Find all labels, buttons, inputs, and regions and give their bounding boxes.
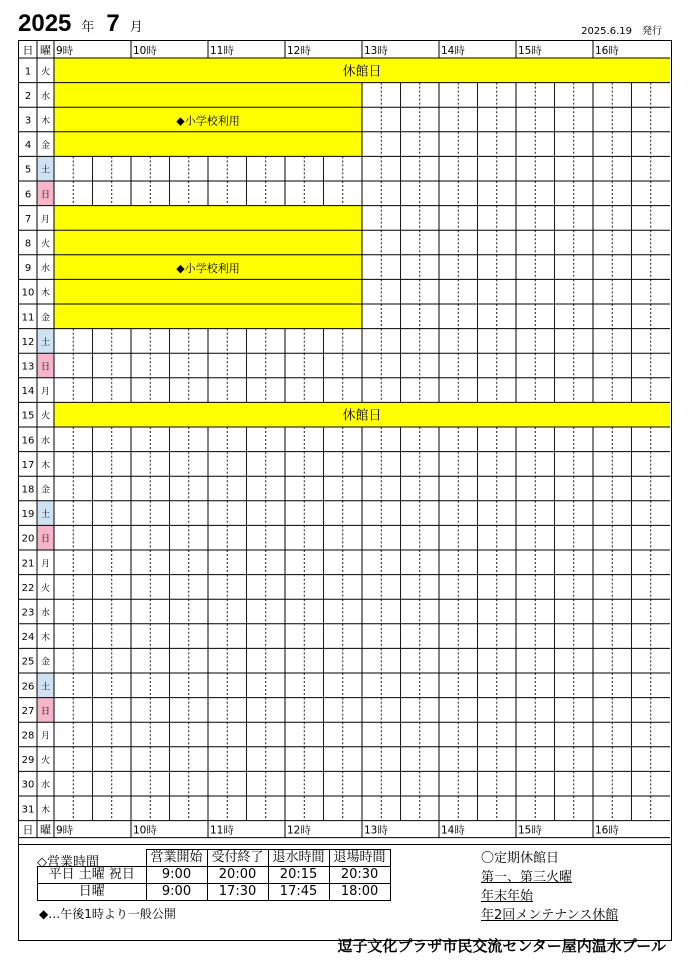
day-number: 21 xyxy=(21,558,35,570)
day-number: 17 xyxy=(21,459,35,471)
footer-hour-label: 10時 xyxy=(133,824,157,837)
day-number: 22 xyxy=(21,582,35,594)
footer-hour-label: 13時 xyxy=(364,824,388,837)
weekday-label: 日 xyxy=(40,706,51,717)
day-number: 9 xyxy=(24,263,32,275)
event-label: ◆小学校利用 xyxy=(176,262,240,276)
day-number: 4 xyxy=(24,140,32,152)
time-cell: 9:00 xyxy=(146,884,207,901)
weekday-label: 水 xyxy=(40,91,51,102)
footer-hour-label: 9時 xyxy=(56,824,74,837)
header-hour-label: 13時 xyxy=(364,45,388,57)
weekday-label: 木 xyxy=(40,288,51,299)
facility-name: 逗子文化プラザ市民交流センター屋内温水プール xyxy=(337,937,666,955)
header-hour-label: 16時 xyxy=(595,45,619,57)
year: 2025 xyxy=(18,10,72,37)
footer-hour-label: 15時 xyxy=(518,824,542,837)
header-hour-label: 15時 xyxy=(518,45,542,57)
day-number: 1 xyxy=(24,66,32,78)
day-number: 2 xyxy=(24,90,32,102)
col-header: 営業開始 xyxy=(146,850,207,867)
header-hour-label: 10時 xyxy=(133,45,157,57)
weekday-label: 火 xyxy=(40,756,51,767)
hours-table xyxy=(37,849,391,901)
weekday-label: 水 xyxy=(40,780,51,791)
col-header: 退場時間 xyxy=(329,850,390,867)
issue-date: 2025.6.19 発行 xyxy=(581,26,662,37)
header-weekday-label: 曜 xyxy=(40,44,51,57)
weekday-label: 金 xyxy=(40,313,51,324)
hours-title: ◇営業時間 xyxy=(37,855,99,870)
time-cell: 20:30 xyxy=(329,867,390,884)
event-label: 休館日 xyxy=(342,64,382,80)
weekday-label: 日 xyxy=(40,534,51,545)
day-number: 26 xyxy=(21,681,35,693)
weekday-label: 火 xyxy=(40,583,51,594)
header-hour-label: 11時 xyxy=(210,45,234,57)
weekday-label: 水 xyxy=(40,436,51,447)
footer-hour-label: 11時 xyxy=(210,824,234,837)
month-unit: 月 xyxy=(129,20,143,35)
day-number: 23 xyxy=(21,607,35,619)
weekday-label: 月 xyxy=(40,559,51,570)
day-number: 6 xyxy=(24,189,32,201)
day-number: 30 xyxy=(21,779,35,791)
day-number: 12 xyxy=(21,336,35,348)
weekday-label: 土 xyxy=(40,337,51,348)
hours-header-row xyxy=(38,850,391,867)
day-number: 25 xyxy=(21,656,35,668)
closed-item: 年末年始 xyxy=(481,889,534,904)
header-day-label: 日 xyxy=(22,44,34,57)
day-number: 15 xyxy=(21,410,35,422)
closed-title: 〇定期休館日 xyxy=(481,851,560,866)
day-number: 24 xyxy=(21,632,35,644)
weekday-label: 水 xyxy=(40,264,51,275)
header-hour-label: 9時 xyxy=(56,45,74,57)
info-panel xyxy=(18,845,672,941)
schedule-grid xyxy=(18,40,672,845)
day-number: 8 xyxy=(24,238,32,250)
col-header: 受付終了 xyxy=(207,850,268,867)
footer-day-label: 日 xyxy=(22,823,34,837)
day-number: 3 xyxy=(24,115,32,127)
weekday-label: 月 xyxy=(40,731,51,742)
day-number: 14 xyxy=(21,386,35,398)
footer-weekday-label: 曜 xyxy=(40,823,51,837)
hours-row-sunday xyxy=(38,884,391,901)
day-number: 13 xyxy=(21,361,35,373)
weekday-label: 月 xyxy=(40,214,51,225)
footer-hour-label: 16時 xyxy=(595,824,619,837)
day-number: 18 xyxy=(21,484,35,496)
event-label: 休館日 xyxy=(342,408,382,424)
weekday-label: 火 xyxy=(40,239,51,250)
row-label: 平日 土曜 祝日 xyxy=(38,867,147,884)
time-cell: 20:00 xyxy=(207,867,268,884)
day-number: 11 xyxy=(21,312,35,324)
weekday-label: 木 xyxy=(40,460,51,471)
weekday-label: 火 xyxy=(40,67,51,78)
footer-hour-label: 14時 xyxy=(441,824,465,837)
time-cell: 17:30 xyxy=(207,884,268,901)
weekday-label: 金 xyxy=(40,657,51,668)
header-hour-label: 14時 xyxy=(441,45,465,57)
weekday-label: 日 xyxy=(40,190,51,201)
day-number: 19 xyxy=(21,509,35,521)
day-number: 31 xyxy=(21,804,35,816)
weekday-label: 木 xyxy=(40,116,51,127)
weekday-label: 土 xyxy=(40,510,51,521)
schedule-title xyxy=(18,10,155,38)
day-number: 10 xyxy=(21,287,35,299)
header-hour-label: 12時 xyxy=(287,45,311,57)
time-cell: 9:00 xyxy=(146,867,207,884)
day-number: 16 xyxy=(21,435,35,447)
weekday-label: 水 xyxy=(40,608,51,619)
day-number: 28 xyxy=(21,730,35,742)
weekday-label: 火 xyxy=(40,411,51,422)
weekday-label: 土 xyxy=(40,682,51,693)
closed-item: 第一、第三火曜 xyxy=(481,870,573,885)
closed-days xyxy=(481,849,618,925)
row-label: 日曜 xyxy=(38,884,147,901)
weekday-label: 月 xyxy=(40,387,51,398)
weekday-label: 木 xyxy=(40,805,51,816)
closed-item: 年2回メンテナンス休館 xyxy=(481,908,619,923)
month: 7 xyxy=(106,10,120,37)
event-label: ◆小学校利用 xyxy=(176,114,240,128)
public-note: ◆…午後1時より一般公開 xyxy=(39,907,176,921)
day-number: 5 xyxy=(24,164,32,176)
time-cell: 17:45 xyxy=(268,884,329,901)
weekday-label: 日 xyxy=(40,362,51,373)
col-header: 退水時間 xyxy=(268,850,329,867)
day-number: 29 xyxy=(21,755,35,767)
year-unit: 年 xyxy=(81,20,95,35)
weekday-label: 土 xyxy=(40,165,51,176)
weekday-label: 金 xyxy=(40,141,51,152)
day-number: 7 xyxy=(24,213,32,225)
footer-hour-label: 12時 xyxy=(287,824,311,837)
weekday-label: 金 xyxy=(40,485,51,496)
time-cell: 18:00 xyxy=(329,884,390,901)
day-number: 20 xyxy=(21,533,35,545)
hours-row-weekday xyxy=(38,867,391,884)
time-cell: 20:15 xyxy=(268,867,329,884)
day-number: 27 xyxy=(21,705,35,717)
weekday-label: 木 xyxy=(40,633,51,644)
